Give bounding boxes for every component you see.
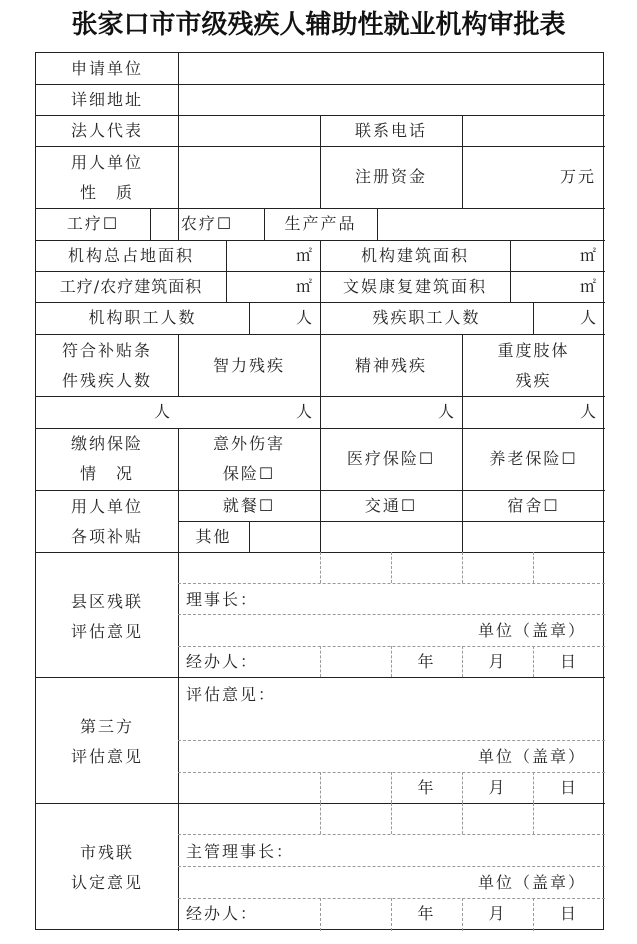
phone-label: 联系电话 — [354, 121, 427, 140]
person-unit: 人 — [579, 308, 598, 327]
handler-label: 经办人： — [186, 652, 259, 671]
employer-nature-label-1: 用人单位 — [70, 153, 143, 172]
sqm-unit: ㎡ — [579, 246, 598, 265]
reg-capital-label: 注册资金 — [354, 167, 427, 186]
other-label: 其他 — [195, 527, 232, 546]
work-therapy-checkbox[interactable]: 工疗☐ — [66, 214, 120, 233]
employer-nature-field[interactable] — [179, 147, 320, 208]
month-label: 月 — [488, 778, 507, 797]
applicant-label: 申请单位 — [70, 59, 143, 78]
day-label: 日 — [559, 778, 578, 797]
reg-capital-unit: 万元 — [559, 167, 596, 186]
person-unit: 人 — [437, 402, 456, 421]
products-field[interactable] — [378, 209, 604, 240]
guide-line — [320, 898, 321, 931]
insurance-label-2: 情 况 — [79, 464, 134, 483]
day-label: 日 — [559, 904, 578, 923]
therapy-building-area-label: 工疗/农疗建筑面积 — [59, 277, 203, 296]
severe-limb-label-1: 重度肢体 — [497, 341, 570, 360]
assessment-label: 评估意见： — [186, 685, 277, 704]
day-label: 日 — [559, 652, 578, 671]
legal-rep-field[interactable] — [179, 116, 320, 146]
person-unit: 人 — [295, 308, 314, 327]
other-field[interactable] — [250, 522, 604, 552]
county-opinion-label-2: 评估意见 — [70, 622, 143, 641]
address-field[interactable] — [179, 85, 604, 115]
farm-therapy-checkbox[interactable]: 农疗☐ — [180, 214, 234, 233]
seal-label: 单位（盖章） — [478, 621, 587, 640]
allowance-label-2: 各项补贴 — [70, 527, 143, 546]
guide-line — [178, 740, 605, 741]
person-unit: 人 — [295, 402, 314, 421]
meal-checkbox[interactable]: 就餐☐ — [222, 496, 276, 515]
pension-insurance-checkbox[interactable]: 养老保险☐ — [489, 449, 578, 468]
address-label: 详细地址 — [70, 90, 143, 109]
legal-rep-label: 法人代表 — [70, 121, 143, 140]
accident-insurance-checkbox[interactable]: 保险☐ — [222, 464, 276, 483]
month-label: 月 — [488, 652, 507, 671]
seal-label: 单位（盖章） — [478, 873, 587, 892]
year-label: 年 — [417, 778, 436, 797]
col-line — [178, 552, 179, 931]
guide-line — [178, 583, 605, 584]
guide-line — [391, 803, 392, 834]
city-opinion-label-1: 市残联 — [79, 843, 134, 862]
intellectual-label: 智力残疾 — [212, 356, 285, 375]
city-opinion-label-2: 认定意见 — [70, 873, 143, 892]
disabled-staff-count-label: 残疾职工人数 — [372, 308, 481, 327]
guide-line — [462, 803, 463, 834]
guide-line — [391, 552, 392, 583]
guide-line — [533, 803, 534, 834]
sqm-unit: ㎡ — [295, 246, 314, 265]
subsidy-label-2: 件残疾人数 — [61, 371, 152, 390]
row-line — [36, 677, 605, 678]
guide-line — [320, 803, 321, 834]
guide-line — [320, 772, 321, 803]
severe-limb-label-2: 残疾 — [515, 371, 552, 390]
mental-label: 精神残疾 — [354, 356, 427, 375]
director-label: 主管理事长： — [186, 842, 295, 861]
insurance-label-1: 缴纳保险 — [70, 434, 143, 453]
chairman-label: 理事长： — [186, 590, 259, 609]
medical-insurance-checkbox[interactable]: 医疗保险☐ — [346, 449, 436, 468]
applicant-field[interactable] — [179, 54, 604, 84]
building-area-label: 机构建筑面积 — [360, 246, 469, 265]
year-label: 年 — [417, 652, 436, 671]
approval-form-table — [35, 52, 604, 930]
seal-label: 单位（盖章） — [478, 747, 587, 766]
transport-checkbox[interactable]: 交通☐ — [364, 496, 418, 515]
third-party-label-2: 评估意见 — [70, 747, 143, 766]
employer-nature-label-2: 性 质 — [79, 183, 134, 202]
sqm-unit: ㎡ — [579, 277, 598, 296]
guide-line — [178, 834, 605, 835]
housing-checkbox[interactable]: 宿舍☐ — [507, 496, 560, 515]
guide-line — [533, 552, 534, 583]
staff-count-label: 机构职工人数 — [88, 308, 197, 327]
subsidy-label-1: 符合补贴条 — [61, 341, 152, 360]
handler-label: 经办人： — [186, 904, 259, 923]
month-label: 月 — [488, 904, 507, 923]
guide-line — [462, 552, 463, 583]
county-opinion-label-1: 县区残联 — [70, 592, 143, 611]
year-label: 年 — [417, 904, 436, 923]
third-party-label-1: 第三方 — [79, 717, 134, 736]
accident-insurance-label: 意外伤害 — [212, 434, 285, 453]
person-unit: 人 — [153, 402, 172, 421]
person-unit: 人 — [579, 402, 598, 421]
form-title: 张家口市市级残疾人辅助性就业机构审批表 — [71, 10, 566, 40]
total-land-area-label: 机构总占地面积 — [67, 246, 194, 265]
guide-line — [320, 646, 321, 677]
guide-line — [320, 552, 321, 583]
sqm-unit: ㎡ — [295, 277, 314, 296]
allowance-label-1: 用人单位 — [70, 497, 143, 516]
recreation-area-label: 文娱康复建筑面积 — [342, 277, 487, 296]
products-label: 生产产品 — [284, 214, 357, 233]
phone-field[interactable] — [463, 116, 604, 146]
